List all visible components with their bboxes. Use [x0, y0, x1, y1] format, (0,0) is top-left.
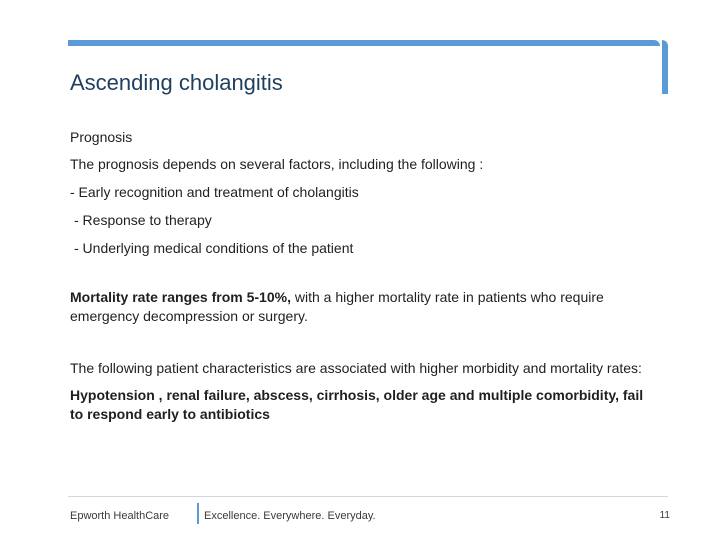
footer-brand-logo: Epworth HealthCare: [70, 510, 170, 522]
factor-item: - Early recognition and treatment of cholangitis: [70, 183, 359, 200]
footer-vertical-separator: [197, 503, 199, 524]
slide-title: Ascending cholangitis: [70, 70, 283, 95]
prognosis-intro: The prognosis depends on several factors, including the following :: [70, 155, 484, 172]
footer-tagline: Excellence. Everywhere. Everyday.: [204, 510, 376, 522]
header-accent-bar: [68, 40, 660, 46]
page-number: 11: [659, 510, 670, 521]
mortality-paragraph: [70, 288, 660, 326]
slide-body: [70, 128, 660, 424]
mortality-rate-highlight: Mortality rate ranges from 5-10%,: [70, 289, 291, 306]
section-heading: Prognosis: [70, 129, 133, 145]
factor-item: - Response to therapy: [74, 211, 212, 228]
characteristics-paragraph: The following patient characteristics are associated with higher morbidity and mortality rates:: [70, 360, 642, 377]
mortality-detail: with a higher mortality rate in patients who require emergency decompression or surgery.: [70, 289, 604, 325]
header-accent-corner: [662, 40, 668, 94]
footer-divider-line: [68, 496, 668, 497]
factor-item: - Underlying medical conditions of the patient: [74, 239, 354, 256]
risk-factors-list: Hypotension , renal failure, abscess, cirrhosis, older age and multiple comorbidity, fail to respond early to antibiotics: [70, 387, 644, 423]
